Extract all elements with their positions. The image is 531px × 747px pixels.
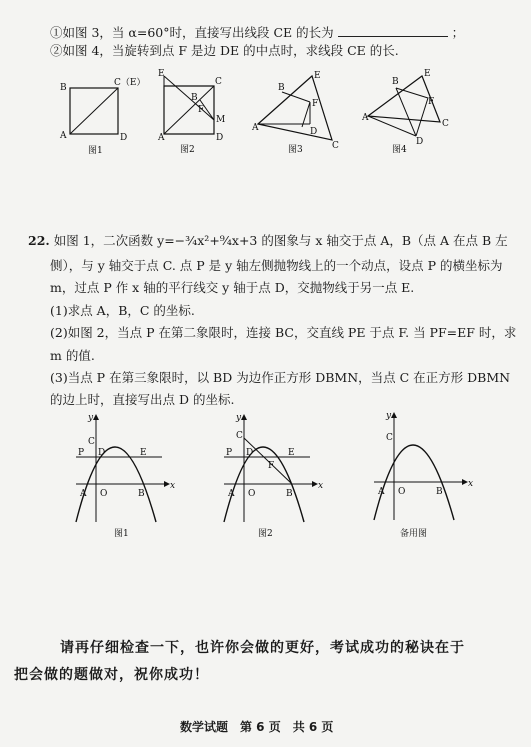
g1-label-b: B [138,489,145,499]
figure-3 [252,72,342,162]
fig4-label-b: B [392,77,399,87]
figure-2 [158,69,238,158]
fig4-label-a: A [362,113,369,123]
fig2-label-d: D [216,133,224,143]
question-22-sub-1: (1)求点 A，B，C 的坐标. [50,303,195,318]
fig3-label-e: E [314,71,321,81]
g1-label-y: y [88,413,94,423]
fig1-label-c: C（E） [114,78,146,88]
fig4-label-d: D [416,137,424,147]
g3-caption: 备用图 [400,529,428,539]
g3-label-o: O [398,487,406,497]
question-part-2: ②如图 4，当旋转到点 F 是边 DE 的中点时，求线段 CE 的长. [50,43,399,58]
g1-label-c: C [88,437,95,447]
closing-line-2: 把会做的题做对，祝你成功！ [14,667,209,683]
g3-label-a: A [378,487,385,497]
fig2-caption: 图2 [180,145,195,155]
fig3-caption: 图3 [288,145,303,155]
question-22-sub-2b: m 的值. [50,348,95,363]
question-22-sub-3b: 的边上时，直接写出点 D 的坐标. [50,392,235,407]
answer-blank[interactable] [338,24,448,37]
page-footer: 数学试题 第 6 页 共 6 页 [180,720,334,734]
question-part-1-end: ； [451,25,465,40]
figure-1 [60,78,146,158]
question-22-text-1: 如图 1，二次函数 y=−¾x²+⁹⁄₄x+3 的图象与 x 轴交于点 A，B（点 A 在点 B 左 [53,233,508,248]
g3-label-c: C [386,433,393,443]
g1-label-p: P [78,448,85,458]
question-22-sub-2a: (2)如图 2，当点 P 在第二象限时，连接 BC，交直线 PE 于点 F. 当 PF=EF 时，求 [50,325,517,340]
g1-label-e: E [140,448,147,458]
g2-label-o: O [248,489,256,499]
fig1-label-b: B [60,83,67,93]
fig2-label-c: C [215,77,222,87]
fig1-caption: 图1 [88,146,103,156]
g2-label-x: x [318,481,324,491]
g2-label-y: y [236,413,242,423]
fig3-label-a: A [252,123,259,133]
g2-label-p: P [226,448,233,458]
graph-2 [222,412,332,542]
fig2-label-m: M [216,115,226,125]
fig3-label-d: D [310,127,318,137]
graph-1 [74,412,184,542]
fig4-label-f: F [428,97,435,107]
question-part-1-text: ①如图 3，当 α=60°时，直接写出线段 CE 的长为 [50,25,334,40]
g3-label-b: B [436,487,443,497]
fig4-label-c: C [442,119,449,129]
question-22-line-1 [28,233,508,249]
fig2-label-b: B [191,93,198,103]
fig2-label-f: F [198,105,205,115]
figure-4 [362,70,452,160]
fig1-label-a: A [60,131,67,141]
g1-label-d: D [98,448,106,458]
g2-label-e: E [288,448,295,458]
g1-label-o: O [100,489,108,499]
question-number: 22. [28,233,50,248]
fig3-label-c: C [332,141,339,151]
fig2-label-a: A [158,133,165,143]
g1-label-x: x [170,481,176,491]
closing-line-1: 请再仔细检查一下，也许你会做的更好，考试成功的秘诀在于 [60,640,465,656]
g1-caption: 图1 [114,529,129,539]
g1-label-a: A [80,489,87,499]
g3-label-x: x [468,479,474,489]
g2-label-c: C [236,431,243,441]
fig1-label-d: D [120,133,128,143]
fig4-caption: 图4 [392,145,407,155]
question-22-line-3: m，过点 P 作 x 轴的平行线交 y 轴于点 D，交抛物线于另一点 E. [50,280,415,295]
fig3-label-f: F [312,99,319,109]
graph-3 [372,410,482,540]
g2-label-d: D [246,448,254,458]
question-22-line-2: 侧），与 y 轴交于点 C. 点 P 是 y 轴左侧抛物线上的一个动点，设点 P 的横坐标为 [50,258,503,273]
question-22-sub-3a: (3)当点 P 在第三象限时，以 BD 为边作正方形 DBMN，当点 C 在正方形 DBMN [50,370,511,385]
fig2-label-e: E [158,69,165,79]
g2-label-f: F [268,461,275,471]
g2-label-a: A [228,489,235,499]
g3-label-y: y [386,411,392,421]
question-part-1 [50,24,464,41]
fig4-label-e: E [424,69,431,79]
g2-caption: 图2 [258,529,273,539]
fig3-label-b: B [278,83,285,93]
g2-label-b: B [286,489,293,499]
